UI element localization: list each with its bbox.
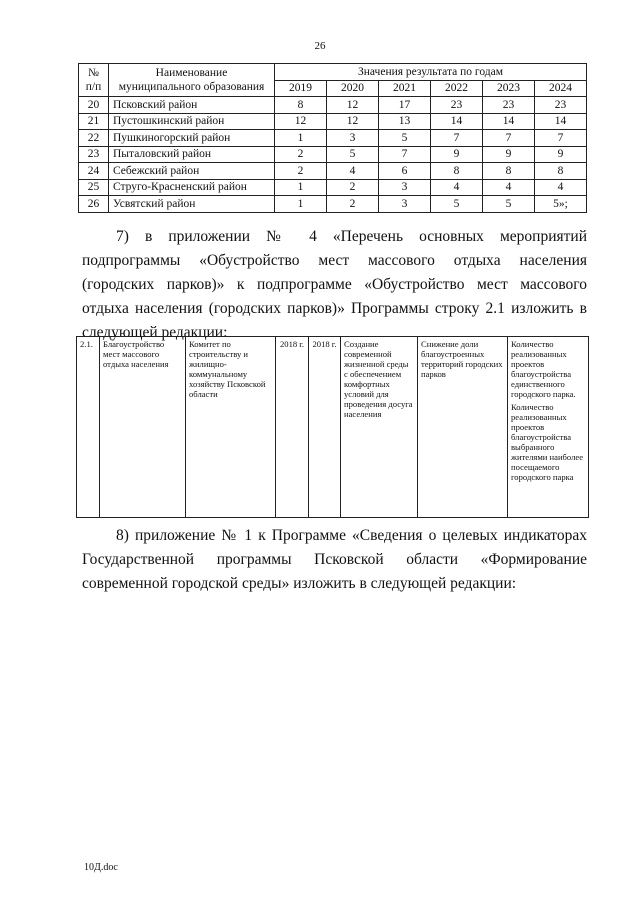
- row-value: 3: [379, 179, 431, 196]
- row-value: 14: [431, 113, 483, 130]
- header-num: № п/п: [79, 64, 109, 97]
- row-num: 20: [79, 97, 109, 114]
- row-name: Пыталовский район: [109, 146, 275, 163]
- header-year: 2022: [431, 80, 483, 97]
- indicator-1: Количество реализованных проектов благоустройства единственного городского парка.: [511, 339, 576, 399]
- row-value: 5: [483, 196, 535, 213]
- row-value: 7: [535, 130, 587, 147]
- row-value: 23: [535, 97, 587, 114]
- row-value: 8: [535, 163, 587, 180]
- row-value: 8: [275, 97, 327, 114]
- row-name: Струго-Красненский район: [109, 179, 275, 196]
- activity-end: 2018 г.: [309, 337, 341, 518]
- table-row: [79, 179, 587, 196]
- row-value: 6: [379, 163, 431, 180]
- paragraph-7-line: следующей редакции:: [82, 324, 228, 341]
- header-year: 2024: [535, 80, 587, 97]
- header-name: Наименование муниципального образования: [109, 64, 275, 97]
- row-value: 12: [327, 97, 379, 114]
- table-row: [79, 196, 587, 213]
- row-value: 9: [483, 146, 535, 163]
- row-value: 4: [431, 179, 483, 196]
- row-value: 9: [431, 146, 483, 163]
- row-value: 7: [431, 130, 483, 147]
- row-value: 8: [431, 163, 483, 180]
- paragraph-8-line: 8) приложение № 1 к Программе «Сведения о целевых индикаторах: [116, 527, 587, 544]
- row-num: 26: [79, 196, 109, 213]
- header-year: 2019: [275, 80, 327, 97]
- paragraph-7-line: (городских парков)» к подпрограмме «Обустройство мест массового: [82, 276, 587, 293]
- row-name: Псковский район: [109, 97, 275, 114]
- header-values-group: Значения результата по годам: [275, 64, 587, 81]
- row-value: 17: [379, 97, 431, 114]
- row-name: Усвятский район: [109, 196, 275, 213]
- activity-effect: Снижение доли благоустроенных территорий городских парков: [418, 337, 508, 518]
- row-num: 22: [79, 130, 109, 147]
- header-year: 2020: [327, 80, 379, 97]
- paragraph-8-line: современной городской среды» изложить в следующей редакции:: [82, 575, 517, 592]
- table-row: [79, 97, 587, 114]
- row-value: 7: [483, 130, 535, 147]
- row-value: 4: [483, 179, 535, 196]
- activity-indicators: [508, 337, 589, 518]
- paragraph-8: [82, 524, 587, 596]
- row-value: 4: [535, 179, 587, 196]
- table-row: [79, 146, 587, 163]
- activity-row: [77, 337, 589, 518]
- row-value: 12: [275, 113, 327, 130]
- footer-filename: 10Д.doc: [84, 862, 118, 873]
- row-name: Пустошкинский район: [109, 113, 275, 130]
- activity-goal: Создание современной жизненной среды с обеспечением комфортных условий для проведения досуга населения: [341, 337, 418, 518]
- row-value: 1: [275, 196, 327, 213]
- row-value: 14: [535, 113, 587, 130]
- row-value: 7: [379, 146, 431, 163]
- row-value: 5»;: [535, 196, 587, 213]
- row-value: 13: [379, 113, 431, 130]
- row-num: 21: [79, 113, 109, 130]
- row-num: 25: [79, 179, 109, 196]
- activity-start: 2018 г.: [276, 337, 309, 518]
- row-value: 1: [275, 179, 327, 196]
- row-value: 14: [483, 113, 535, 130]
- row-value: 9: [535, 146, 587, 163]
- row-value: 5: [379, 130, 431, 147]
- table-row: [79, 113, 587, 130]
- activity-name: Благоустройство мест массового отдыха населения: [100, 337, 186, 518]
- paragraph-7-line: отдыха населения (городских парков)» Программы строку 2.1 изложить в: [82, 300, 587, 317]
- row-value: 2: [327, 179, 379, 196]
- page-number: 26: [314, 40, 326, 52]
- header-year: 2021: [379, 80, 431, 97]
- row-value: 1: [275, 130, 327, 147]
- row-value: 3: [379, 196, 431, 213]
- activity-table: [76, 336, 589, 518]
- paragraph-7-line: 7) в приложении № 4 «Перечень основных мероприятий: [116, 228, 587, 245]
- indicator-2: Количество реализованных проектов благоустройства выбранного жителями наиболее посещаемого городского парка: [511, 402, 584, 482]
- paragraph-7-line: подпрограммы «Обустройство мест массового отдыха населения: [82, 252, 587, 269]
- activity-num: 2.1.: [77, 337, 100, 518]
- row-value: 4: [327, 163, 379, 180]
- row-name: Пушкиногорский район: [109, 130, 275, 147]
- row-value: 8: [483, 163, 535, 180]
- header-year: 2023: [483, 80, 535, 97]
- row-value: 5: [327, 146, 379, 163]
- activity-executor: Комитет по строительству и жилищно-коммунальному хозяйству Псковской области: [186, 337, 276, 518]
- results-table: [78, 63, 587, 213]
- row-value: 2: [275, 146, 327, 163]
- row-num: 23: [79, 146, 109, 163]
- row-name: Себежский район: [109, 163, 275, 180]
- paragraph-7: [82, 225, 587, 345]
- row-value: 23: [483, 97, 535, 114]
- row-value: 2: [275, 163, 327, 180]
- paragraph-8-line: Государственной программы Псковской области «Формирование: [82, 551, 587, 568]
- row-num: 24: [79, 163, 109, 180]
- row-value: 12: [327, 113, 379, 130]
- table-row: [79, 130, 587, 147]
- table-row: [79, 163, 587, 180]
- row-value: 23: [431, 97, 483, 114]
- row-value: 3: [327, 130, 379, 147]
- row-value: 5: [431, 196, 483, 213]
- row-value: 2: [327, 196, 379, 213]
